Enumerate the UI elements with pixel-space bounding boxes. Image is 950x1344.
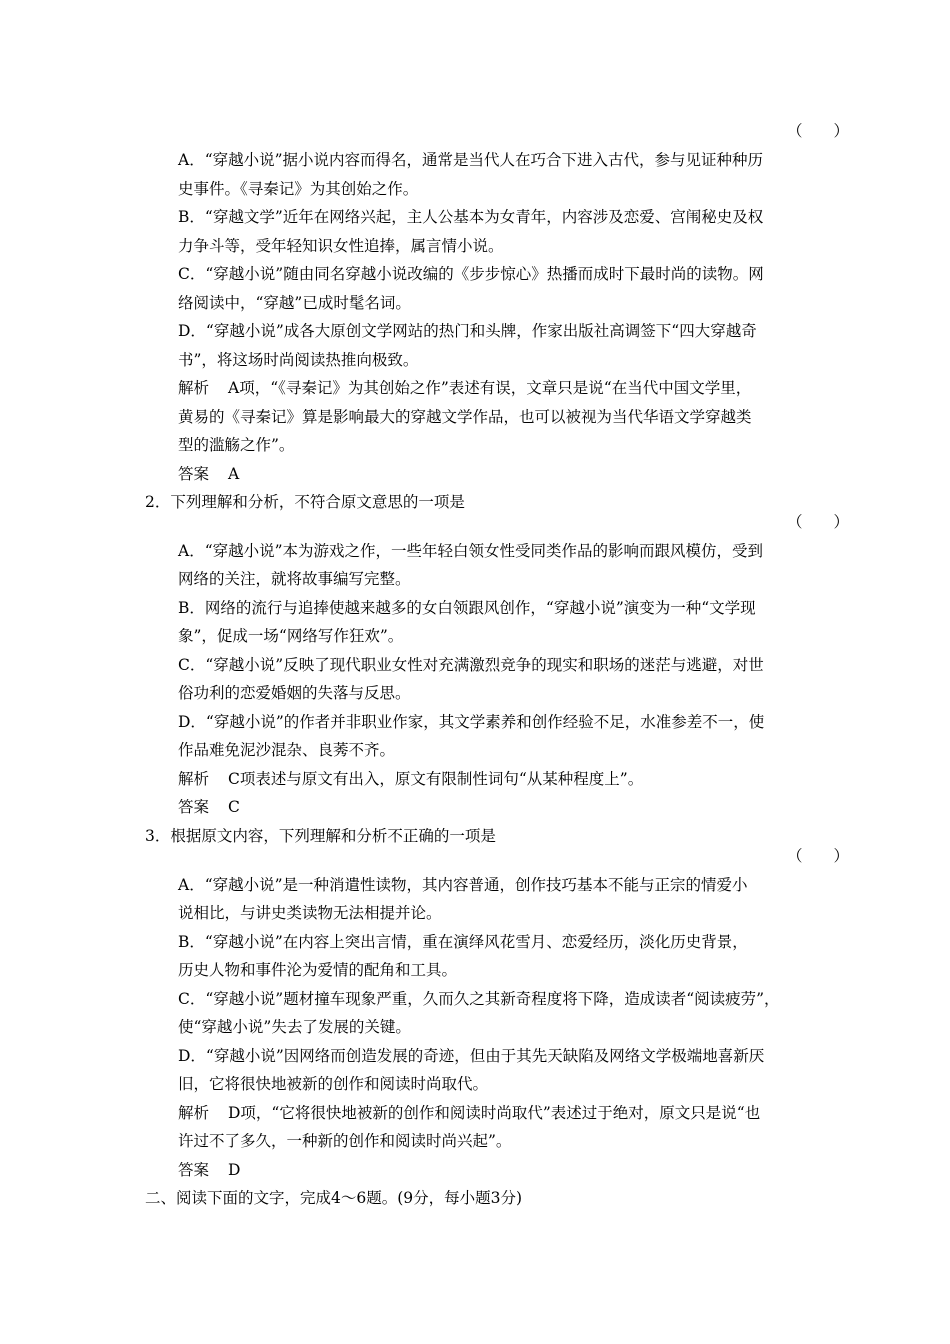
answer-label: 答案 (178, 465, 210, 483)
q3-option-a-line2: 说相比，与讲史类读物无法相提并论。 (178, 904, 442, 922)
q2-option-c-line2: 俗功利的恋爱婚姻的失落与反思。 (178, 684, 411, 702)
q1-option-d-line1: D．“穿越小说”成各大原创文学网站的热门和头牌，作家出版社高调签下“四大穿越奇 (178, 322, 757, 340)
q1-option-c-line2: 络阅读中，“穿越”已成时髦名词。 (178, 294, 411, 312)
q1-option-a-line2: 史事件。《寻秦记》为其创始之作。 (178, 180, 419, 198)
q1-analysis-line1: A项，“《寻秦记》为其创始之作”表述有误，文章只是说“在当代中国文学里， (228, 379, 752, 397)
q3-answer-blank: （ ） (787, 847, 850, 865)
q3-option-b-line2: 历史人物和事件沦为爱情的配角和工具。 (178, 961, 458, 979)
q2-answer-blank: （ ） (787, 513, 850, 531)
q3-option-d-line1: D．“穿越小说”因网络而创造发展的奇迹，但由于其先天缺陷及网络文学极端地喜新厌 (178, 1047, 765, 1065)
q2-stem: 2．下列理解和分析，不符合原文意思的一项是 (145, 493, 465, 511)
q1-answer-value: A (228, 465, 240, 483)
q1-option-b-line1: B．“穿越文学”近年在网络兴起，主人公基本为女青年，内容涉及恋爱、宫闱秘史及权 (178, 208, 764, 226)
q3-answer-value: D (228, 1161, 241, 1179)
section-2-heading: 二、阅读下面的文字，完成4～6题。(9分，每小题3分) (145, 1189, 523, 1207)
q2-analysis (178, 769, 643, 789)
q3-analysis-line2: 许过不了多久，一种新的创作和阅读时尚兴起”。 (178, 1132, 512, 1150)
q2-option-d-line2: 作品难免泥沙混杂、良莠不齐。 (178, 741, 396, 759)
q3-stem: 3．根据原文内容，下列理解和分析不正确的一项是 (145, 827, 496, 845)
q1-analysis (178, 378, 751, 398)
q2-answer-value: C (228, 798, 240, 816)
q1-answer (178, 464, 239, 484)
q1-analysis-line3: 型的滥觞之作”。 (178, 436, 295, 454)
analysis-label: 解析 (178, 1104, 210, 1122)
q1-option-a-line1: A．“穿越小说”据小说内容而得名，通常是当代人在巧合下进入古代，参与见证种种历 (178, 151, 764, 169)
q2-answer (178, 797, 240, 817)
q2-option-a-line1: A．“穿越小说”本为游戏之作，一些年轻白领女性受同类作品的影响而跟风模仿，受到 (178, 542, 764, 560)
q3-option-d-line2: 旧，它将很快地被新的创作和阅读时尚取代。 (178, 1075, 489, 1093)
q3-analysis (178, 1103, 760, 1123)
q2-option-b-line2: 象”，促成一场“网络写作狂欢”。 (178, 627, 404, 645)
q2-option-a-line2: 网络的关注，就将故事编写完整。 (178, 570, 411, 588)
q3-option-b-line1: B．“穿越小说”在内容上突出言情，重在演绎风花雪月、恋爱经历，淡化历史背景， (178, 933, 748, 951)
answer-label: 答案 (178, 1161, 210, 1179)
q1-option-d-line2: 书”，将这场时尚阅读热推向极致。 (178, 351, 419, 369)
q1-answer-blank: （ ） (787, 122, 850, 140)
q3-option-a-line1: A．“穿越小说”是一种消遣性读物，其内容普通，创作技巧基本不能与正宗的情爱小 (178, 876, 748, 894)
q3-option-c-line1: C．“穿越小说”题材撞车现象严重，久而久之其新奇程度将下降，造成读者“阅读疲劳”， (178, 990, 780, 1008)
q3-analysis-line1: D项，“它将很快地被新的创作和阅读时尚取代”表述过于绝对，原文只是说“也 (228, 1104, 761, 1122)
answer-label: 答案 (178, 798, 210, 816)
analysis-label: 解析 (178, 770, 210, 788)
q3-answer (178, 1160, 240, 1180)
q2-analysis-line1: C项表述与原文有出入，原文有限制性词句“从某种程度上”。 (228, 770, 644, 788)
q3-option-c-line2: 使“穿越小说”失去了发展的关键。 (178, 1018, 411, 1036)
q2-option-c-line1: C．“穿越小说”反映了现代职业女性对充满激烈竞争的现实和职场的迷茫与逃避，对世 (178, 656, 764, 674)
q1-option-c-line1: C．“穿越小说”随由同名穿越小说改编的《步步惊心》热播而成时下最时尚的读物。网 (178, 265, 764, 283)
analysis-label: 解析 (178, 379, 210, 397)
q2-option-b-line1: B．网络的流行与追捧使越来越多的女白领跟风创作，“穿越小说”演变为一种“文学现 (178, 599, 756, 617)
q2-option-d-line1: D．“穿越小说”的作者并非职业作家，其文学素养和创作经验不足，水准参差不一，使 (178, 713, 765, 731)
q1-analysis-line2: 黄易的《寻秦记》算是影响最大的穿越文学作品，也可以被视为当代华语文学穿越类 (178, 408, 752, 426)
q1-option-b-line2: 力争斗等，受年轻知识女性追捧，属言情小说。 (178, 237, 504, 255)
